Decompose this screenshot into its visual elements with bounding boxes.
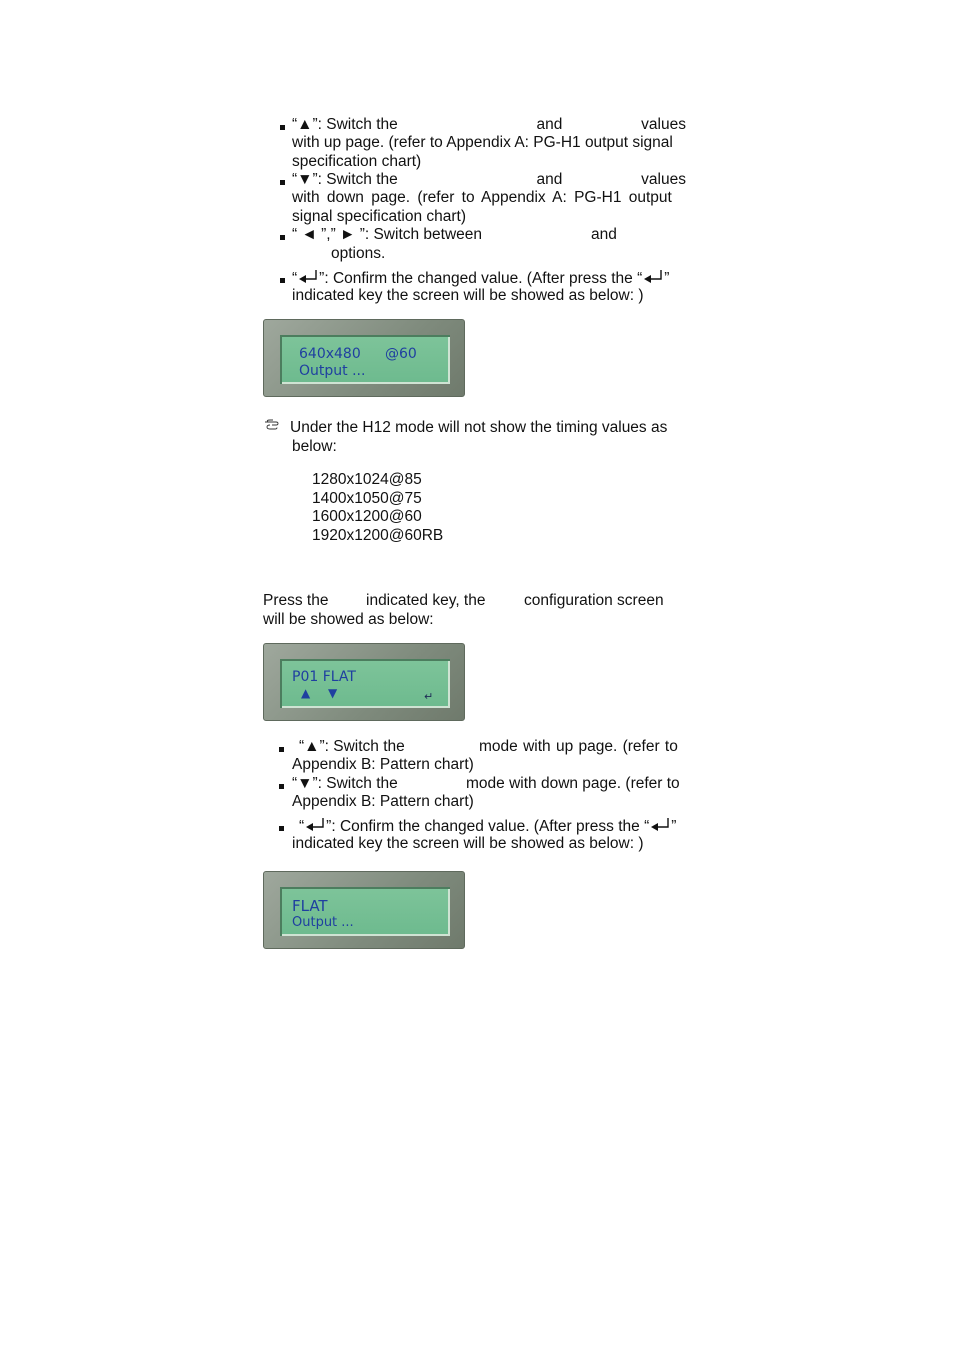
timing-item-3: 1600x1200@60 bbox=[312, 508, 422, 525]
bullet-up-line1 bbox=[292, 116, 686, 134]
bullet-pattern-enter-line2: indicated key the screen will be showed as below: ) bbox=[292, 835, 644, 852]
enter-key-icon bbox=[649, 817, 671, 835]
bullet-pattern-down-text-a: “▼”: Switch the bbox=[292, 775, 398, 792]
bullet-down-line2: with down page. (refer to Appendix A: PG-H1 output bbox=[292, 189, 672, 206]
lcd-pattern-name: P01 FLAT bbox=[292, 669, 356, 685]
lcd-screen bbox=[280, 887, 450, 936]
bullet-down-text-c: values bbox=[641, 171, 686, 188]
bullet-enter-line2: indicated key the screen will be showed as below: ) bbox=[292, 287, 644, 304]
lcd-screen bbox=[280, 335, 450, 384]
bullet-pattern-enter-quote-close: ” bbox=[671, 818, 677, 835]
lcd-up-arrow-icon: ▲ bbox=[301, 686, 311, 700]
bullet-up-text-c: values bbox=[641, 116, 686, 133]
lcd-down-arrow-icon: ▼ bbox=[328, 686, 338, 700]
bullet-down-text-b: and bbox=[536, 171, 563, 188]
lcd-pattern-name: FLAT bbox=[292, 897, 328, 915]
enter-key-icon bbox=[304, 817, 326, 835]
bullet-enter-quote-open: “ bbox=[292, 270, 298, 287]
bullet-marker bbox=[279, 784, 284, 789]
lcd-display-timing bbox=[263, 319, 465, 397]
bullet-pattern-up-text-b: mode with up page. (refer to bbox=[479, 738, 678, 755]
lcd-screen bbox=[280, 659, 450, 708]
bullet-leftright-text-b: and bbox=[591, 226, 617, 243]
intro-text-c: configuration screen bbox=[524, 592, 664, 609]
bullet-marker bbox=[280, 180, 285, 185]
timing-item-2: 1400x1050@75 bbox=[312, 490, 422, 507]
lcd-status: Output ... bbox=[292, 915, 354, 930]
bullet-up-line3: specification chart) bbox=[292, 153, 422, 170]
note-line2: below: bbox=[292, 438, 337, 455]
bullet-marker bbox=[280, 125, 285, 130]
bullet-marker bbox=[280, 235, 285, 240]
bullet-pattern-enter-line1 bbox=[299, 817, 676, 836]
intro-text-b: indicated key, the bbox=[366, 592, 486, 609]
bullet-up-text-a: “▲”: Switch the bbox=[292, 116, 398, 133]
lcd-status: Output ... bbox=[299, 363, 366, 379]
bullet-pattern-enter-text: ”: Confirm the changed value. (After press the “ bbox=[326, 818, 650, 835]
note-line1: Under the H12 mode will not show the timing values as bbox=[290, 419, 668, 436]
pointing-hand-icon bbox=[264, 419, 284, 431]
bullet-marker bbox=[279, 747, 284, 752]
bullet-enter-quote-close: ” bbox=[664, 270, 670, 287]
lcd-resolution: 640x480 bbox=[299, 346, 361, 362]
bullet-pattern-up-line2: Appendix B: Pattern chart) bbox=[292, 756, 474, 773]
bullet-up-line2: with up page. (refer to Appendix A: PG-H1 output signal bbox=[292, 134, 673, 151]
timing-item-4: 1920x1200@60RB bbox=[312, 527, 444, 544]
intro-text-a: Press the bbox=[263, 592, 329, 609]
enter-key-icon bbox=[642, 269, 664, 287]
intro-line2: will be showed as below: bbox=[263, 611, 434, 628]
bullet-marker bbox=[279, 826, 284, 831]
bullet-enter-line1 bbox=[292, 269, 686, 288]
bullet-pattern-enter-quote-open: “ bbox=[299, 818, 305, 835]
bullet-pattern-down-line2: Appendix B: Pattern chart) bbox=[292, 793, 474, 810]
lcd-enter-icon: ↵ bbox=[424, 690, 434, 703]
bullet-pattern-up-text-a: “▲”: Switch the bbox=[299, 738, 405, 755]
bullet-enter-text: ”: Confirm the changed value. (After press the “ bbox=[319, 270, 643, 287]
bullet-marker bbox=[280, 278, 285, 283]
bullet-down-line1 bbox=[292, 171, 686, 189]
bullet-up-text-b: and bbox=[536, 116, 563, 133]
lcd-display-pattern bbox=[263, 643, 465, 721]
bullet-down-line3: signal specification chart) bbox=[292, 208, 467, 225]
bullet-leftright-line2: options. bbox=[331, 245, 386, 262]
lcd-refresh: @60 bbox=[385, 346, 417, 362]
enter-key-icon bbox=[297, 269, 319, 287]
bullet-pattern-down-text-b: mode with down page. (refer to bbox=[466, 775, 680, 792]
bullet-leftright-text-a: “ ◄ ”,” ► ”: Switch between bbox=[292, 226, 483, 243]
bullet-down-text-a: “▼”: Switch the bbox=[292, 171, 398, 188]
lcd-display-flat bbox=[263, 871, 465, 949]
timing-item-1: 1280x1024@85 bbox=[312, 471, 422, 488]
